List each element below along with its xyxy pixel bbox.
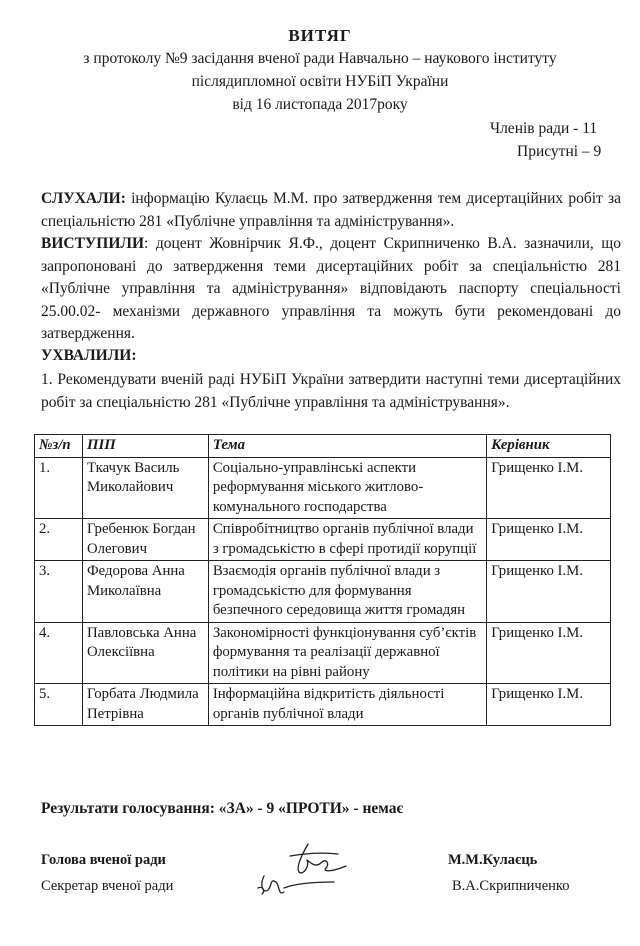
document-title: ВИТЯГ (288, 26, 352, 45)
row-topic: Взаємодія органів публічної влади з громадськістю для формування безпечного середовища життя громадян (208, 561, 486, 623)
table-row (35, 561, 611, 623)
secretary-role: Секретар вченої ради (41, 878, 174, 894)
table-row (35, 457, 611, 519)
row-name: Горбата Людмила Петрівна (82, 684, 208, 726)
table-header-row (35, 435, 611, 458)
spoke-text: : доцент Жовнірчик Я.Ф., доцент Скрипниченко В.А. зазначили, що запропоновані до затвердження теми дисертаційних робіт за спеціальністю 281 «Публічне управління та адміністрування» відповідають паспорту спеціальності 25.00.02- механізми державного управління та можуть бути рекомендовані до затвердження. (41, 235, 621, 343)
row-topic: Закономірності функціонування суб’єктів формування та реалізації державної політики на рівні району (208, 622, 486, 684)
row-name: Павловська Анна Олексіївна (82, 622, 208, 684)
heard-text: інформацію Кулаєць М.М. про затвердження тем дисертаційних робіт за спеціальністю 281 «Публічне управління та адміністрування». (41, 190, 621, 230)
row-name: Федорова Анна Миколаївна (82, 561, 208, 623)
decided-label: УХВАЛИЛИ: (41, 347, 137, 364)
members-count: Членів ради - 11 (490, 120, 598, 137)
table-row (35, 684, 611, 726)
header-supervisor: Керівник (487, 435, 611, 458)
header-name: ПІП (82, 435, 208, 458)
spoke-label: ВИСТУПИЛИ (41, 235, 145, 252)
row-topic: Інформаційна відкритість діяльності органів публічної влади (208, 684, 486, 726)
row-supervisor: Грищенко І.М. (487, 519, 611, 561)
table-row (35, 519, 611, 561)
protocol-line: з протоколу №9 засідання вченої ради Навчально – наукового інституту (83, 50, 557, 67)
row-num: 1. (35, 457, 83, 519)
chair-role: Голова вченої ради (41, 852, 166, 868)
header-topic: Тема (208, 435, 486, 458)
row-supervisor: Грищенко І.М. (487, 457, 611, 519)
heard-section (41, 188, 621, 233)
row-name: Гребенюк Богдан Олегович (82, 519, 208, 561)
header-num: №з/п (35, 435, 83, 458)
institute-line: післядипломної освіти НУБіП України (191, 73, 449, 90)
row-num: 5. (35, 684, 83, 726)
present-count: Присутні – 9 (517, 143, 602, 160)
row-num: 4. (35, 622, 83, 684)
row-name: Ткачук Василь Миколайович (82, 457, 208, 519)
row-supervisor: Грищенко І.М. (487, 684, 611, 726)
handwritten-signature (250, 838, 360, 904)
table-row (35, 622, 611, 684)
row-supervisor: Грищенко І.М. (487, 622, 611, 684)
row-topic: Соціально-управлінські аспекти реформування міського житлово-комунального господарства (208, 457, 486, 519)
row-supervisor: Грищенко І.М. (487, 561, 611, 623)
chair-name: М.М.Кулаєць (448, 852, 538, 868)
spoke-section (41, 233, 621, 346)
decided-text: 1. Рекомендувати вченій раді НУБіП України затвердити наступні теми дисертаційних робіт за спеціальністю 281 «Публічне управління та адміністрування». (41, 371, 621, 411)
dissertation-topics-table (34, 434, 611, 726)
vote-results: Результати голосування: «ЗА» - 9 «ПРОТИ» - немає (41, 800, 404, 817)
row-num: 2. (35, 519, 83, 561)
row-num: 3. (35, 561, 83, 623)
heard-label: СЛУХАЛИ: (41, 190, 126, 207)
row-topic: Співробітництво органів публічної влади з громадськістю в сфері протидії корупції (208, 519, 486, 561)
secretary-name: В.А.Скрипниченко (452, 878, 570, 894)
date-line: від 16 листопада 2017року (232, 96, 408, 113)
